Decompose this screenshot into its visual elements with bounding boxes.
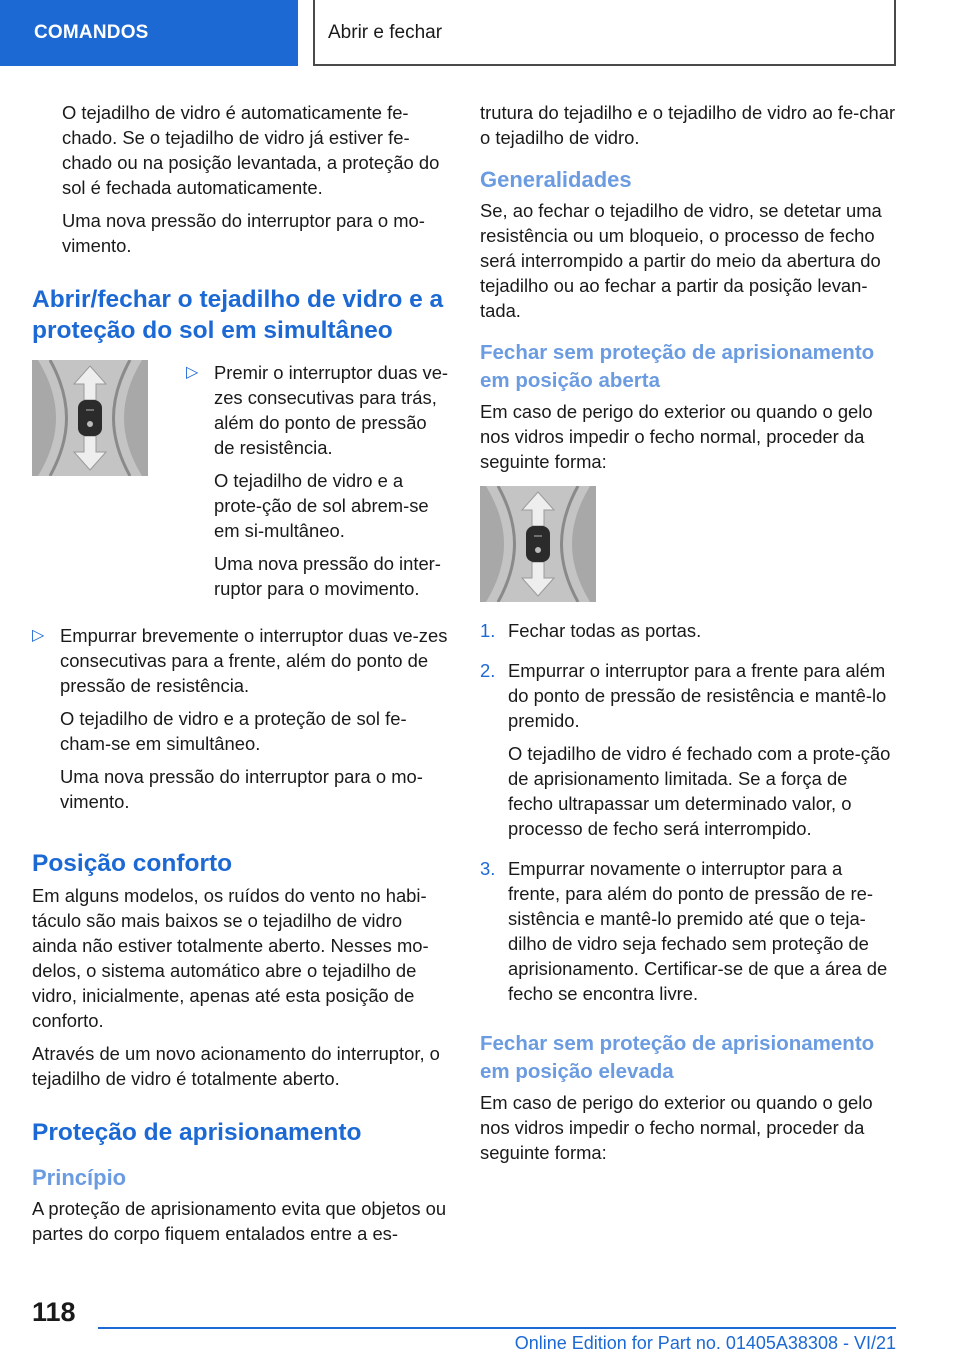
heading-close-raised: Fechar sem proteção de aprisionamento em posição elevada bbox=[480, 1032, 875, 1083]
bullet-text: Premir o interruptor duas ve-zes consecutivas para trás, além do ponto de pressão de resistência. bbox=[214, 362, 449, 458]
paragraph: Uma nova pressão do interruptor para o mo-vimento. bbox=[62, 210, 425, 256]
edition-note: Online Edition for Part no. 01405A38308 - VI/21 bbox=[514, 1333, 896, 1353]
footer-divider bbox=[98, 1327, 896, 1329]
list-item bbox=[186, 360, 450, 609]
step-number: 1. bbox=[480, 620, 496, 641]
triangle-bullet-icon: ▷ bbox=[186, 364, 199, 381]
step-text: Fechar todas as portas. bbox=[508, 620, 702, 641]
bullet-text: Uma nova pressão do interruptor para o mo-vimento. bbox=[60, 766, 423, 812]
step-number: 3. bbox=[480, 858, 496, 879]
paragraph: Através de um novo acionamento do interruptor, o tejadilho de vidro é totalmente aberto. bbox=[32, 1043, 440, 1089]
figure-row bbox=[32, 360, 450, 617]
left-column bbox=[32, 100, 450, 1254]
heading-general: Generalidades bbox=[480, 167, 632, 192]
step-number: 2. bbox=[480, 660, 496, 681]
list-item bbox=[32, 623, 450, 822]
paragraph: O tejadilho de vidro é automaticamente fe-chado. Se o tejadilho de vidro já estiver fe-chado ou na posição levantada, a proteção do sol é fechada automaticamente. bbox=[62, 102, 440, 198]
triangle-bullet-icon: ▷ bbox=[32, 627, 45, 644]
heading-close-open: Fechar sem proteção de aprisionamento em posição aberta bbox=[480, 341, 875, 392]
bullet-text: Empurrar brevemente o interruptor duas ve-zes consecutivas para a frente, além do ponto de pressão de resistência. bbox=[60, 625, 448, 696]
step-text: Empurrar novamente o interruptor para a frente, para além do ponto de pressão de re-sistência e mantê-lo premido até que o teja-dilho de vidro seja fechado sem proteção de aprisionamento. Certificar-se de que a área de fecho se encontra livre. bbox=[508, 858, 888, 1004]
bullet-text: Uma nova pressão do inter-ruptor para o movimento. bbox=[214, 553, 441, 599]
sunroof-switch-icon bbox=[480, 486, 596, 602]
heading-simultaneous: Abrir/fechar o tejadilho de vidro e a proteção do sol em simultâneo bbox=[32, 286, 444, 344]
sunroof-switch-icon bbox=[32, 360, 148, 476]
paragraph: Em alguns modelos, os ruídos do vento no habi-táculo são mais baixos se o tejadilho de vidro ainda não estiver totalmente aberto. Nesses mo-delos, o sistema automático abre o tejadilho de vidro, inicialmente, apenas até esta posição de conforto. bbox=[32, 885, 429, 1031]
section-title: Abrir e fechar bbox=[313, 0, 896, 66]
list-item bbox=[480, 618, 896, 651]
bullet-text: O tejadilho de vidro e a prote-ção de sol abrem-se em si-multâneo. bbox=[214, 470, 429, 541]
paragraph: Em caso de perigo do exterior ou quando o gelo nos vidros impedir o fecho normal, proceder da seguinte forma: bbox=[480, 1092, 873, 1163]
step-text: O tejadilho de vidro é fechado com a prote-ção de aprisionamento limitada. Se a força de fecho ultrapassar um determinado valor, o processo de fecho será interrompido. bbox=[508, 743, 891, 839]
paragraph: A proteção de aprisionamento evita que objetos ou partes do corpo fiquem entalados entre a es- bbox=[32, 1198, 447, 1244]
page-header bbox=[0, 0, 960, 66]
figure-text bbox=[186, 360, 450, 617]
list-item bbox=[480, 658, 896, 849]
list-item bbox=[480, 856, 896, 1014]
paragraph: Se, ao fechar o tejadilho de vidro, se detetar uma resistência ou um bloqueio, o processo de fecho será interrompido a partir do meio da abertura do tejadilho ou ao fechar a partir da posição levan-tada. bbox=[480, 200, 882, 321]
right-column bbox=[480, 100, 896, 1173]
chapter-tab: COMANDOS bbox=[0, 0, 298, 66]
heading-principle: Princípio bbox=[32, 1165, 127, 1190]
step-text: Empurrar o interruptor para a frente para além do ponto de pressão de resistência e mantê-lo premido. bbox=[508, 660, 887, 731]
paragraph: trutura do tejadilho e o tejadilho de vidro ao fe-char o tejadilho de vidro. bbox=[480, 102, 896, 148]
heading-pinch-protection: Proteção de aprisionamento bbox=[32, 1119, 362, 1146]
bullet-text: O tejadilho de vidro e a proteção de sol fe-cham-se em simultâneo. bbox=[60, 708, 407, 754]
paragraph: Em caso de perigo do exterior ou quando o gelo nos vidros impedir o fecho normal, proceder da seguinte forma: bbox=[480, 401, 873, 472]
heading-comfort: Posição conforto bbox=[32, 850, 233, 877]
page-number: 118 bbox=[32, 1297, 76, 1327]
